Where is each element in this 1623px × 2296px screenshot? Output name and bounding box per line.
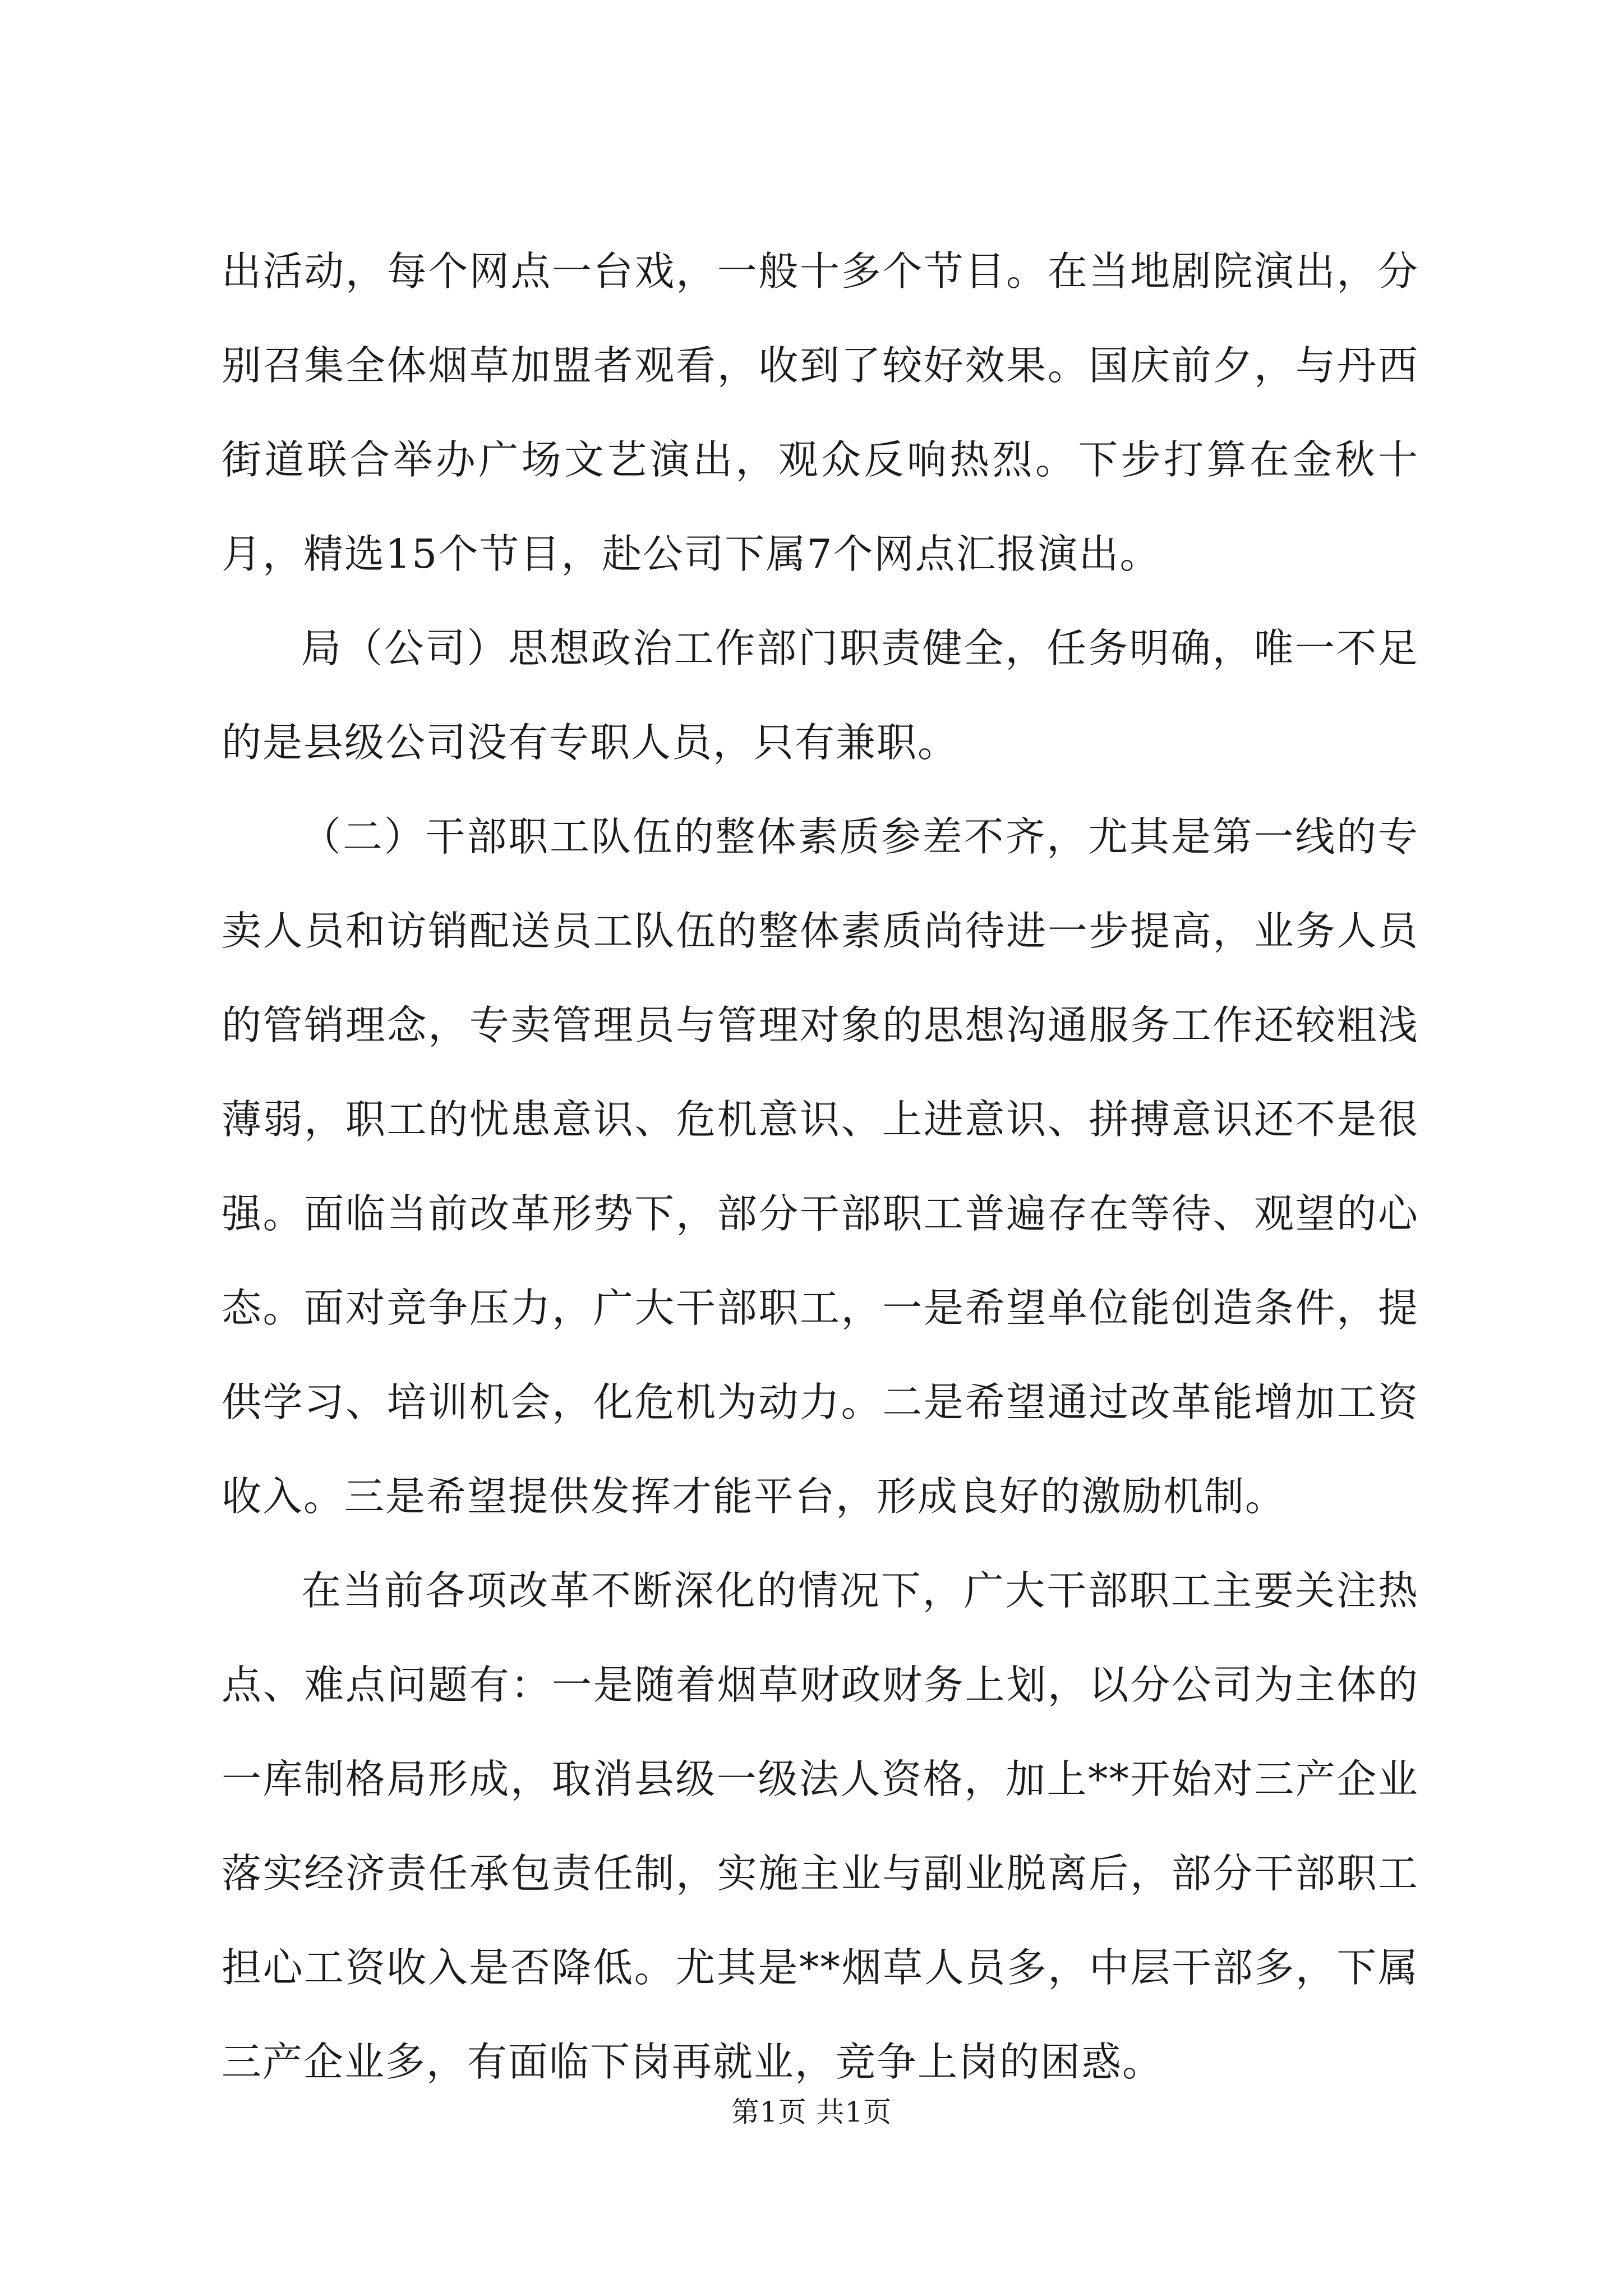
paragraph-staff-quality: （二）干部职工队伍的整体素质参差不齐，尤其是第一线的专卖人员和访销配送员工队伍的整体素质尚待进一步提高，业务人员的管销理念，专卖管理员与管理对象的思想沟通服务工作还较粗浅薄弱，职工的忧患意识、危机意识、上进意识、拼搏意识还不是很强。面临当前改革形势下，部分干部职工普遍存在等待、观望的心态。面对竞争压力，广大干部职工，一是希望单位能创造条件，提供学习、培训机会，化危机为动力。二是希望通过改革能增加工资收入。三是希望提供发挥才能平台，形成良好的激励机制。 <box>222 813 1419 1520</box>
paragraph-continuation: 出活动，每个网点一台戏，一般十多个节目。在当地剧院演出，分别召集全体烟草加盟者观看，收到了较好效果。国庆前夕，与丹西街道联合举办广场文艺演出，观众反响热烈。下步打算在金秋十月，精选15个节目，赴公司下属7个网点汇报演出。 <box>222 248 1419 577</box>
page-footer: 第1页 共1页 <box>731 2096 892 2128</box>
document-body <box>222 224 1419 2109</box>
paragraph-reform-concerns: 在当前各项改革不断深化的情况下，广大干部职工主要关注热点、难点问题有：一是随着烟草财政财务上划，以分公司为主体的一库制格局形成，取消县级一级法人资格，加上**开始对三产企业落实经济责任承包责任制，实施主业与副业脱离后，部分干部职工担心工资收入是否降低。尤其是**烟草人员多，中层干部多，下属三产企业多，有面临下岗再就业，竞争上岗的困惑。 <box>222 1567 1419 2085</box>
paragraph-political-work-department: 局（公司）思想政治工作部门职责健全，任务明确，唯一不足的是县级公司没有专职人员，只有兼职。 <box>222 625 1419 766</box>
